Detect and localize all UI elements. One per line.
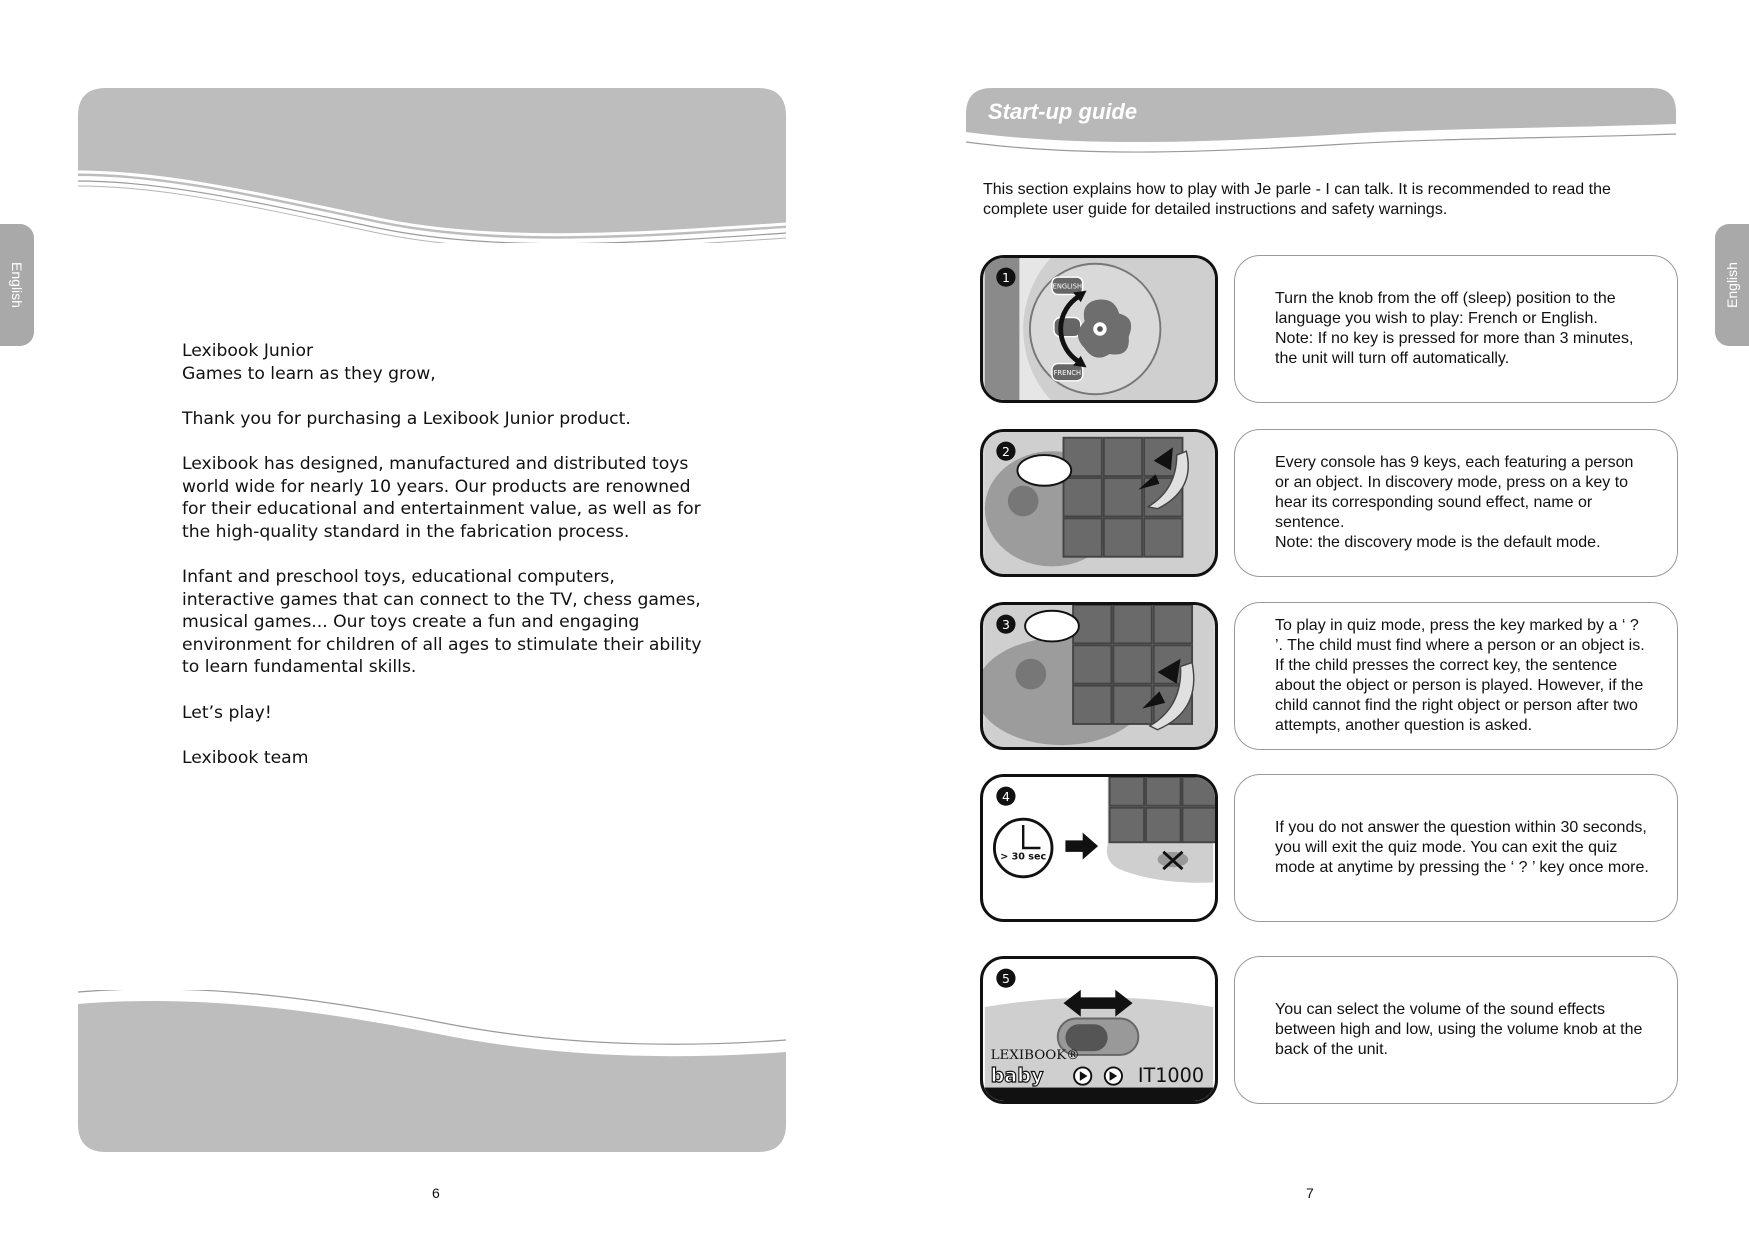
letter-brand: Lexibook Junior	[182, 341, 314, 361]
step-5-text-box	[1234, 956, 1678, 1104]
language-tab-right[interactable]	[1715, 224, 1749, 346]
french-key-label: FRENCH	[1053, 369, 1082, 378]
model-number: IT1000	[1137, 1063, 1205, 1087]
sub-brand-logo-text: baby	[990, 1063, 1044, 1087]
letter-thanks: Thank you for purchasing a Lexibook Junior product.	[182, 408, 631, 429]
step-5-text: You can select the volume of the sound effects between high and low, using the volume knob at the back of the unit.	[1275, 1001, 1643, 1058]
brand-logo-text: LEXIBOOK®	[990, 1047, 1080, 1063]
step-3-illustration	[980, 602, 1218, 750]
step-1-text-box	[1234, 255, 1678, 403]
section-title: Start-up guide	[988, 99, 1138, 124]
intro-text: This section explains how to play with Je parle - I can talk. It is recommended to read the complete user guide for detailed instructions and safety warnings.	[983, 181, 1611, 218]
language-tab-label: English	[1724, 262, 1741, 308]
page-number-left: 6	[432, 1185, 440, 1201]
step-5-number: 5	[1001, 970, 1010, 986]
step-2-text-box	[1234, 429, 1678, 577]
letter-paragraph-products: Infant and preschool toys, educational computers, interactive games that can connect to the TV, chess games, musical games... Our toys create a fun and engaging environment for children of all ages to stimulate their ability to learn fundamental skills.	[182, 566, 702, 678]
step-2-number: 2	[1001, 443, 1010, 459]
language-tab-label: English	[9, 262, 26, 308]
step-5-illustration	[980, 956, 1218, 1104]
step-3-text: To play in quiz mode, press the key marked by a ‘ ? ’. The child must find where a person or an object is. If the child presses the correct key, the sentence about the object or person is played. However, if the child cannot find the right object or person after two attempts, another question is asked.	[1275, 617, 1645, 734]
step-1-number: 1	[1001, 269, 1010, 285]
step-2-illustration	[980, 429, 1218, 577]
step-4-text: If you do not answer the question within 30 seconds, you will exit the quiz mode. You can exit the quiz mode at anytime by pressing the ‘ ? ’ key once more.	[1275, 819, 1649, 876]
timer-label: > 30 sec	[1000, 851, 1047, 863]
letter-tagline: Games to learn as they grow,	[182, 363, 436, 384]
letter-signature: Lexibook team	[182, 747, 309, 768]
page-number-right: 7	[1306, 1185, 1314, 1201]
step-4-text-box	[1234, 774, 1678, 922]
language-tab-left[interactable]	[0, 224, 34, 346]
step-4-number: 4	[1001, 788, 1010, 804]
step-3-number: 3	[1001, 616, 1010, 632]
step-1-illustration	[980, 255, 1218, 403]
top-banner-left	[78, 88, 786, 243]
step-2-text: Every console has 9 keys, each featuring a person or an object. In discovery mode, press on a key to hear its corresponding sound effect, name or sentence. Note: the discovery mode is the default mode.	[1275, 454, 1634, 551]
welcome-letter	[182, 340, 702, 792]
english-key-label: ENGLISH	[1052, 282, 1083, 291]
letter-paragraph-history: Lexibook has designed, manufactured and distributed toys world wide for nearly 10 years. Our products are renowned for their educational and entertainment value, as well as for the high-quality standard in the fabrication process.	[182, 453, 701, 542]
step-4-illustration	[980, 774, 1218, 922]
step-3-text-box	[1234, 602, 1678, 750]
bottom-banner-left	[78, 990, 786, 1152]
letter-lets-play: Let’s play!	[182, 702, 272, 723]
step-1-text: Turn the knob from the off (sleep) position to the language you wish to play: French or English. Note: If no key is pressed for more than 3 minutes, the unit will turn off automatically.	[1275, 290, 1634, 367]
